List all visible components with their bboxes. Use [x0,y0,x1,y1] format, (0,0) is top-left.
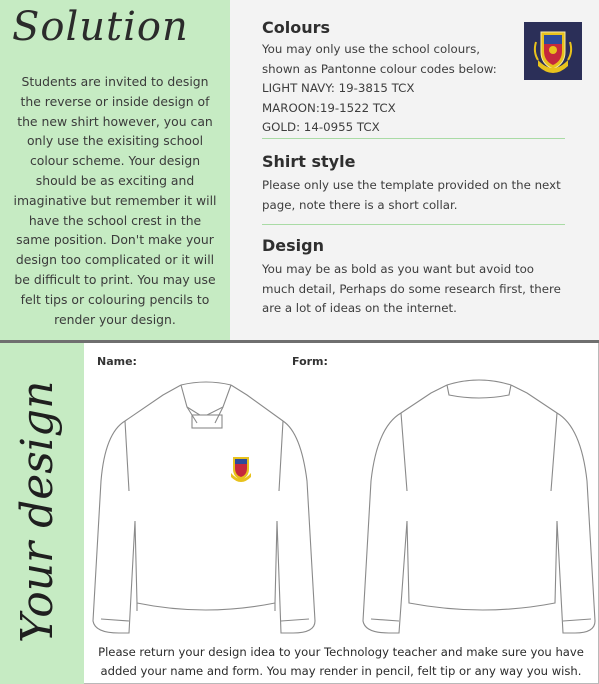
shirt-style-section [262,152,567,215]
your-design-section [0,343,599,684]
solution-title: Solution [12,4,189,50]
section-divider [262,224,565,225]
design-heading: Design [262,236,324,255]
shirt-template-drawing [85,371,599,641]
footer-instructions: Please return your design idea to your Technology teacher and make sure you have added your name and form. You may render in pencil, felt tip or any way you wish. [98,645,584,678]
colours-section [262,18,567,138]
your-design-strip [0,343,84,684]
design-section [262,236,567,319]
your-design-title: Your design [12,380,63,643]
guidelines-panel [230,0,599,340]
instructions-section [0,0,599,340]
colour-code: GOLD: 14-0955 TCX [262,120,380,134]
school-crest-logo [524,22,582,80]
form-label: Form: [292,355,328,368]
colours-heading: Colours [262,18,331,37]
solution-panel [0,0,230,340]
name-label: Name: [97,355,137,368]
crest-icon [524,22,582,80]
colours-intro-line: shown as Pantonne colour codes below: [262,61,497,76]
shirt-style-body: Please only use the template provided on the next page, note there is a short collar. [262,178,561,212]
section-divider [262,138,565,139]
design-body: You may be as bold as you want but avoid too much detail, Perhaps do some research first, there are a lot of ideas on the internet. [262,262,561,315]
colour-code: MAROON:19-1522 TCX [262,100,396,115]
shirt-style-heading: Shirt style [262,152,356,171]
colours-intro-line: You may only use the school colours, [262,42,480,56]
colour-code: LIGHT NAVY: 19-3815 TCX [262,81,415,95]
shirt-crest-icon [231,457,251,482]
shirt-front [93,382,315,633]
shirt-back [363,380,595,633]
solution-intro: Students are invited to design the reverse or inside design of the new shirt however, you can only use the exisiting school colour scheme. Your design should be as exciting and imaginative but remember it will have the school crest in the same position. Don't make your design too complicated or it will be difficult to print. You may use felt tips or colouring pencils to render your design. [13,74,217,327]
